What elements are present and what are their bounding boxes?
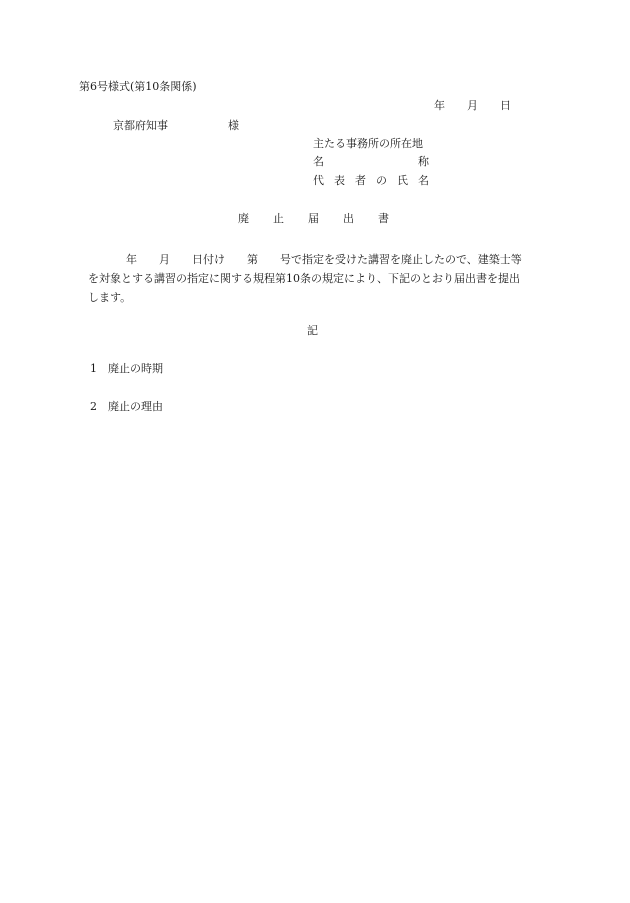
title-char: 出 bbox=[343, 212, 354, 225]
name-label-char: 称 bbox=[418, 155, 429, 168]
addressee-name: 京都府知事 bbox=[113, 119, 168, 132]
body-paragraph bbox=[88, 250, 558, 307]
representative-label-char: 者 bbox=[355, 174, 366, 187]
item-number: 1 bbox=[90, 362, 97, 375]
title-char: 廃 bbox=[238, 212, 249, 225]
list-item bbox=[90, 363, 163, 374]
title-char: 止 bbox=[273, 212, 284, 225]
name-label bbox=[313, 156, 429, 167]
date-month-label: 月 bbox=[467, 99, 478, 112]
representative-label-char: 代 bbox=[313, 174, 324, 187]
representative-label-char: 表 bbox=[334, 174, 345, 187]
representative-label-char: 氏 bbox=[397, 174, 408, 187]
addressee-honorific: 様 bbox=[228, 119, 239, 132]
item-label: 廃止の時期 bbox=[108, 362, 163, 375]
list-item bbox=[90, 401, 163, 412]
date-line bbox=[434, 100, 511, 111]
office-location-label: 主たる事務所の所在地 bbox=[313, 137, 423, 150]
item-label: 廃止の理由 bbox=[108, 400, 163, 413]
representative-label-char: 名 bbox=[418, 174, 429, 187]
title-char: 書 bbox=[378, 212, 389, 225]
representative-label-char: の bbox=[376, 174, 387, 187]
ki-heading: 記 bbox=[307, 324, 318, 337]
body-line-2: を対象とする講習の指定に関する規程第10条の規定により、下記のとおり届出書を提出 bbox=[88, 272, 520, 285]
document-title bbox=[238, 213, 389, 224]
addressee bbox=[113, 120, 239, 131]
name-label-char: 名 bbox=[313, 155, 324, 168]
representative-label bbox=[313, 175, 429, 186]
date-year-label: 年 bbox=[434, 99, 445, 112]
date-day-label: 日 bbox=[500, 99, 511, 112]
item-number: 2 bbox=[90, 400, 97, 413]
body-line-3: します。 bbox=[88, 291, 132, 304]
title-char: 届 bbox=[308, 212, 319, 225]
form-number: 第6号様式(第10条関係) bbox=[79, 80, 197, 93]
body-line-1: 年 月 日付け 第 号で指定を受けた講習を廃止したので、建築士等 bbox=[126, 253, 522, 266]
